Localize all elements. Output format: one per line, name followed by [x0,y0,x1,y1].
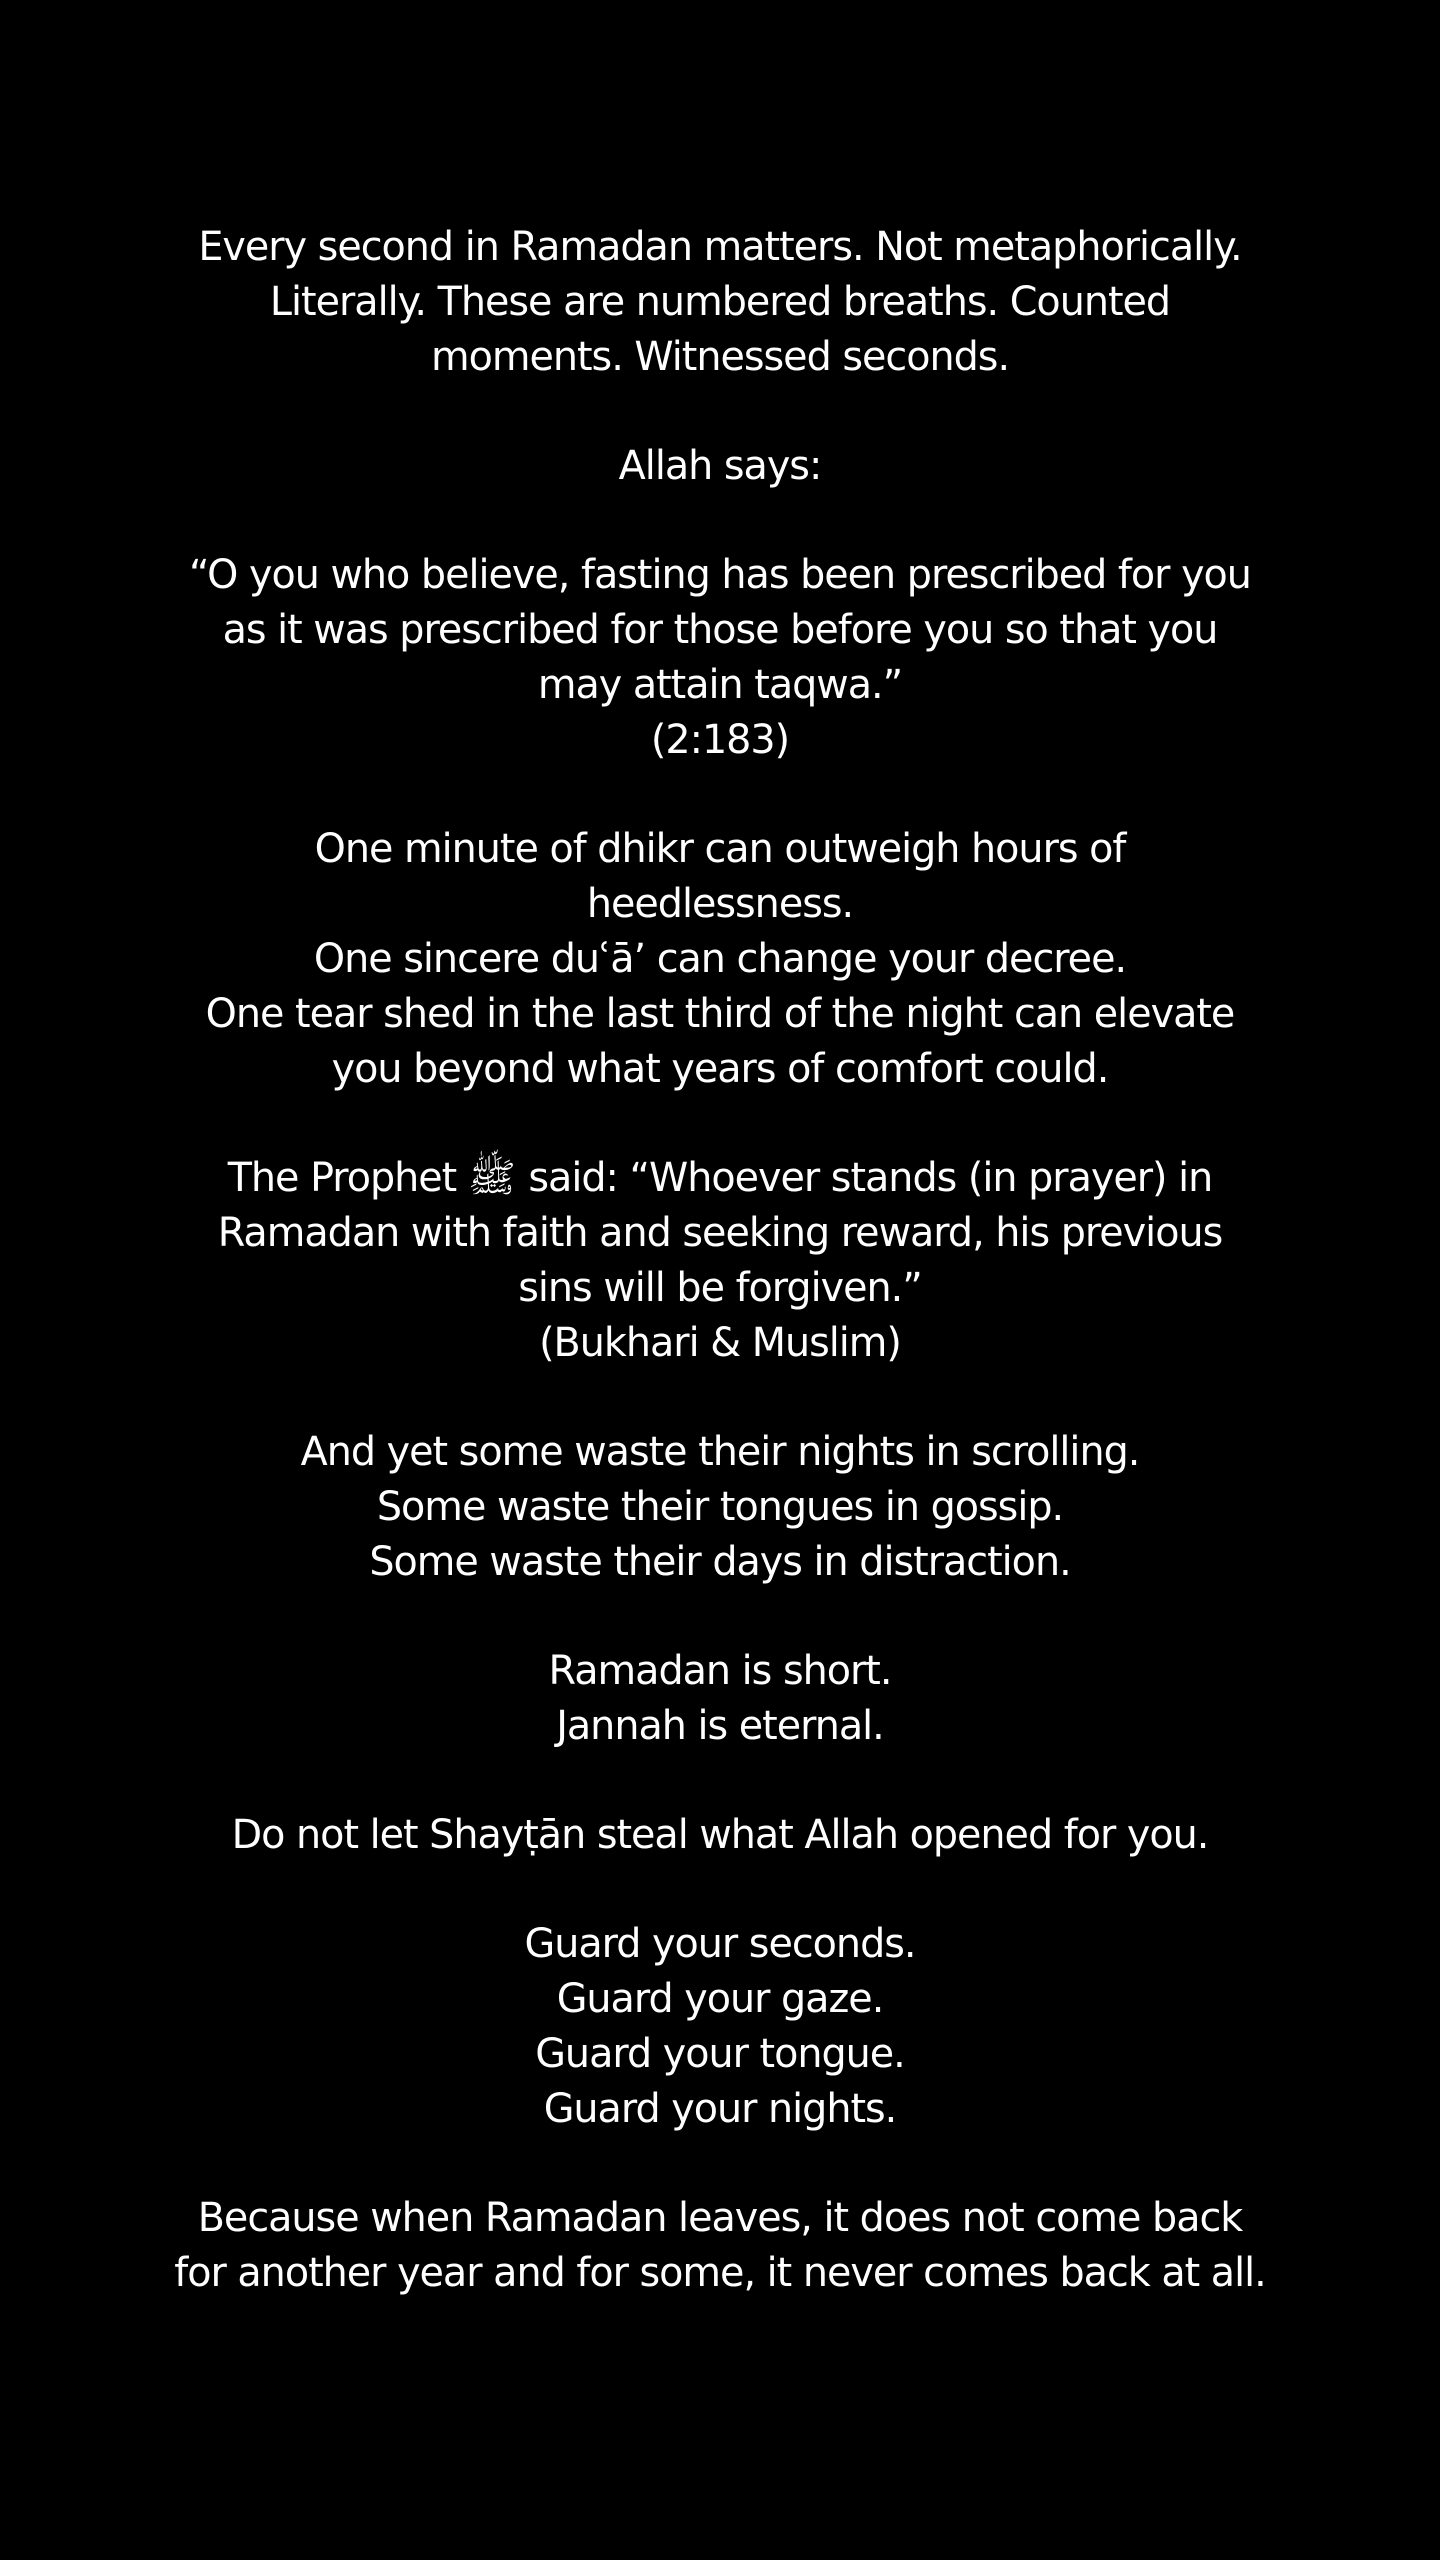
text-line: Some waste their tongues in gossip. [376,1484,1064,1530]
text-line: Because when Ramadan leaves, it does not come back [197,2195,1243,2241]
text-line: Guard your tongue. [535,2031,905,2077]
text-line: One minute of dhikr can outweigh hours of [314,826,1126,872]
text-line: Do not let Shayṭān steal what Allah opened for you. [231,1812,1209,1858]
text-line: moments. Witnessed seconds. [430,334,1010,380]
paragraph-hadith [0,1151,1440,1371]
text-line: you beyond what years of comfort could. [331,1046,1109,1092]
paragraph-closing [0,2191,1440,2301]
paragraph-guard [0,1917,1440,2137]
text-line: Some waste their days in distraction. [369,1539,1071,1585]
paragraph-allah-says [0,439,1440,494]
text-line: The Prophet ﷺ said: “Whoever stands (in prayer) in [227,1155,1213,1201]
text-line: “O you who believe, fasting has been prescribed for you [189,552,1251,598]
text-line: One sincere duʿā’ can change your decree. [313,936,1127,982]
text-line: Literally. These are numbered breaths. Counted [269,279,1171,325]
text-line: Every second in Ramadan matters. Not metaphorically. [198,224,1242,270]
text-line: sins will be forgiven.” [518,1265,922,1311]
verse-reference: (2:183) [650,717,790,763]
text-line: And yet some waste their nights in scrolling. [300,1429,1140,1475]
paragraph-waste [0,1425,1440,1590]
text-line: as it was prescribed for those before you so that you [222,607,1218,653]
text-line: heedlessness. [586,881,854,927]
text-line: Guard your seconds. [524,1921,916,1967]
text-line: for another year and for some, it never comes back at all. [174,2250,1266,2296]
text-line: Guard your nights. [543,2086,897,2132]
text-line: Jannah is eternal. [556,1703,884,1749]
story-text [0,220,1440,2355]
paragraph-quran-quote [0,548,1440,768]
text-line: Allah says: [618,443,822,489]
text-line: One tear shed in the last third of the night can elevate [205,991,1235,1037]
text-line: Ramadan is short. [548,1648,892,1694]
text-line: Guard your gaze. [556,1976,884,2022]
paragraph-dhikr [0,822,1440,1097]
text-line: may attain taqwa.” [537,662,903,708]
paragraph-short-eternal [0,1644,1440,1754]
paragraph-intro [0,220,1440,385]
paragraph-shaytan [0,1808,1440,1863]
hadith-reference: (Bukhari & Muslim) [539,1320,901,1366]
text-line: Ramadan with faith and seeking reward, his previous [217,1210,1223,1256]
